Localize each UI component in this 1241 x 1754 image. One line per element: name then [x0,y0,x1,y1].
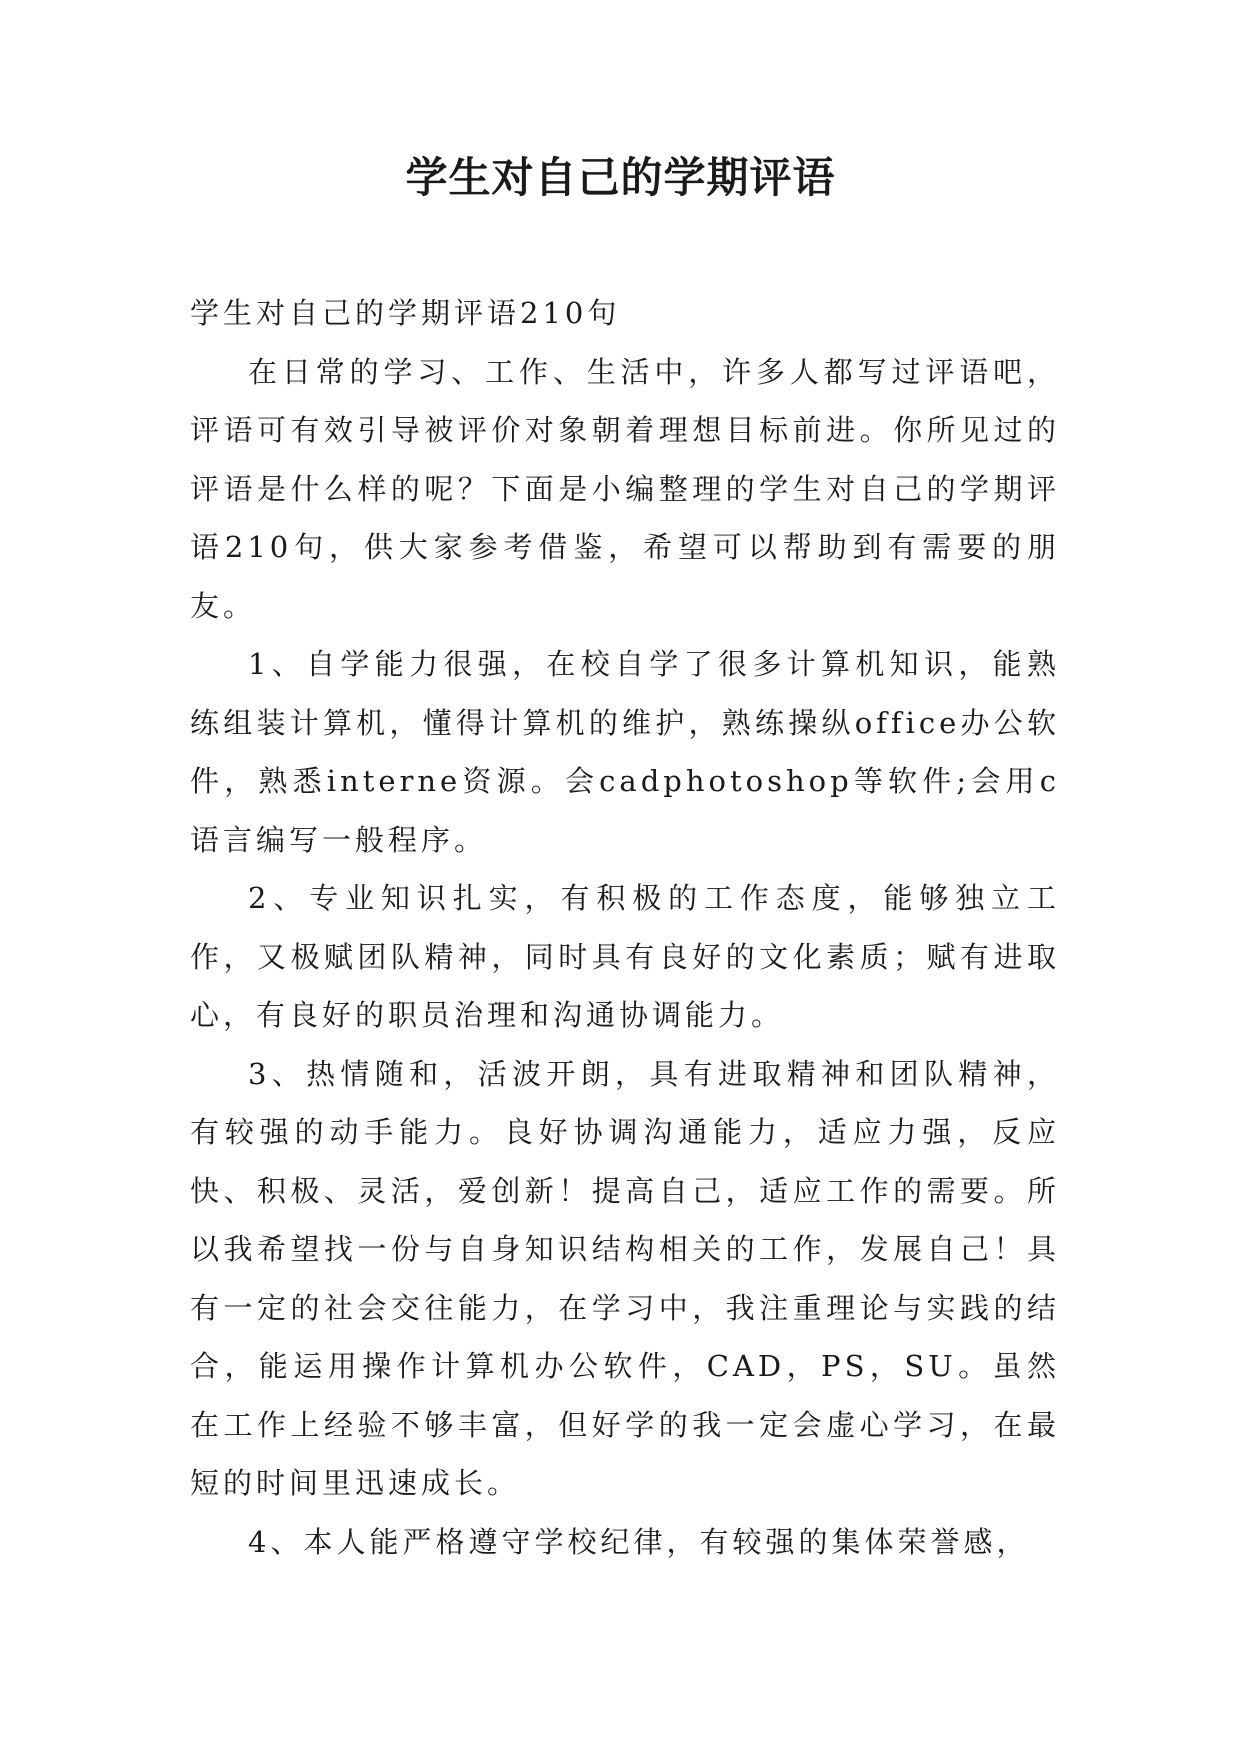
document-body [190,284,1060,1571]
comment-paragraph-3: 3、热情随和，活波开朗，具有进取精神和团队精神，有较强的动手能力。良好协调沟通能力，适应力强，反应快、积极、灵活，爱创新！提高自己，适应工作的需要。所以我希望找一份与自身知识结构相关的工作，发展自己！具有一定的社会交往能力，在学习中，我注重理论与实践的结合，能运用操作计算机办公软件，CAD，PS，SU。虽然在工作上经验不够丰富，但好学的我一定会虚心学习，在最短的时间里迅速成长。 [190,1056,1060,1500]
document-title: 学生对自己的学期评语 [405,153,836,202]
document-subtitle: 学生对自己的学期评语210句 [190,296,621,330]
comment-paragraph-2: 2、专业知识扎实，有积极的工作态度，能够独立工作，又极赋团队精神，同时具有良好的文化素质；赋有进取心，有良好的职员治理和沟通协调能力。 [190,881,1060,1032]
intro-paragraph: 在日常的学习、工作、生活中，许多人都写过评语吧，评语可有效引导被评价对象朝着理想目标前进。你所见过的评语是什么样的呢？下面是小编整理的学生对自己的学期评语210句，供大家参考借鉴，希望可以帮助到有需要的朋友。 [190,354,1060,623]
comment-paragraph-4: 4、本人能严格遵守学校纪律，有较强的集体荣誉感， [248,1524,1030,1559]
comment-paragraph-1: 1、自学能力很强，在校自学了很多计算机知识，能熟练组装计算机，懂得计算机的维护，熟练操纵office办公软件，熟悉interne资源。会cadphotoshop等软件;会用c语言编写一般程序。 [190,647,1060,857]
